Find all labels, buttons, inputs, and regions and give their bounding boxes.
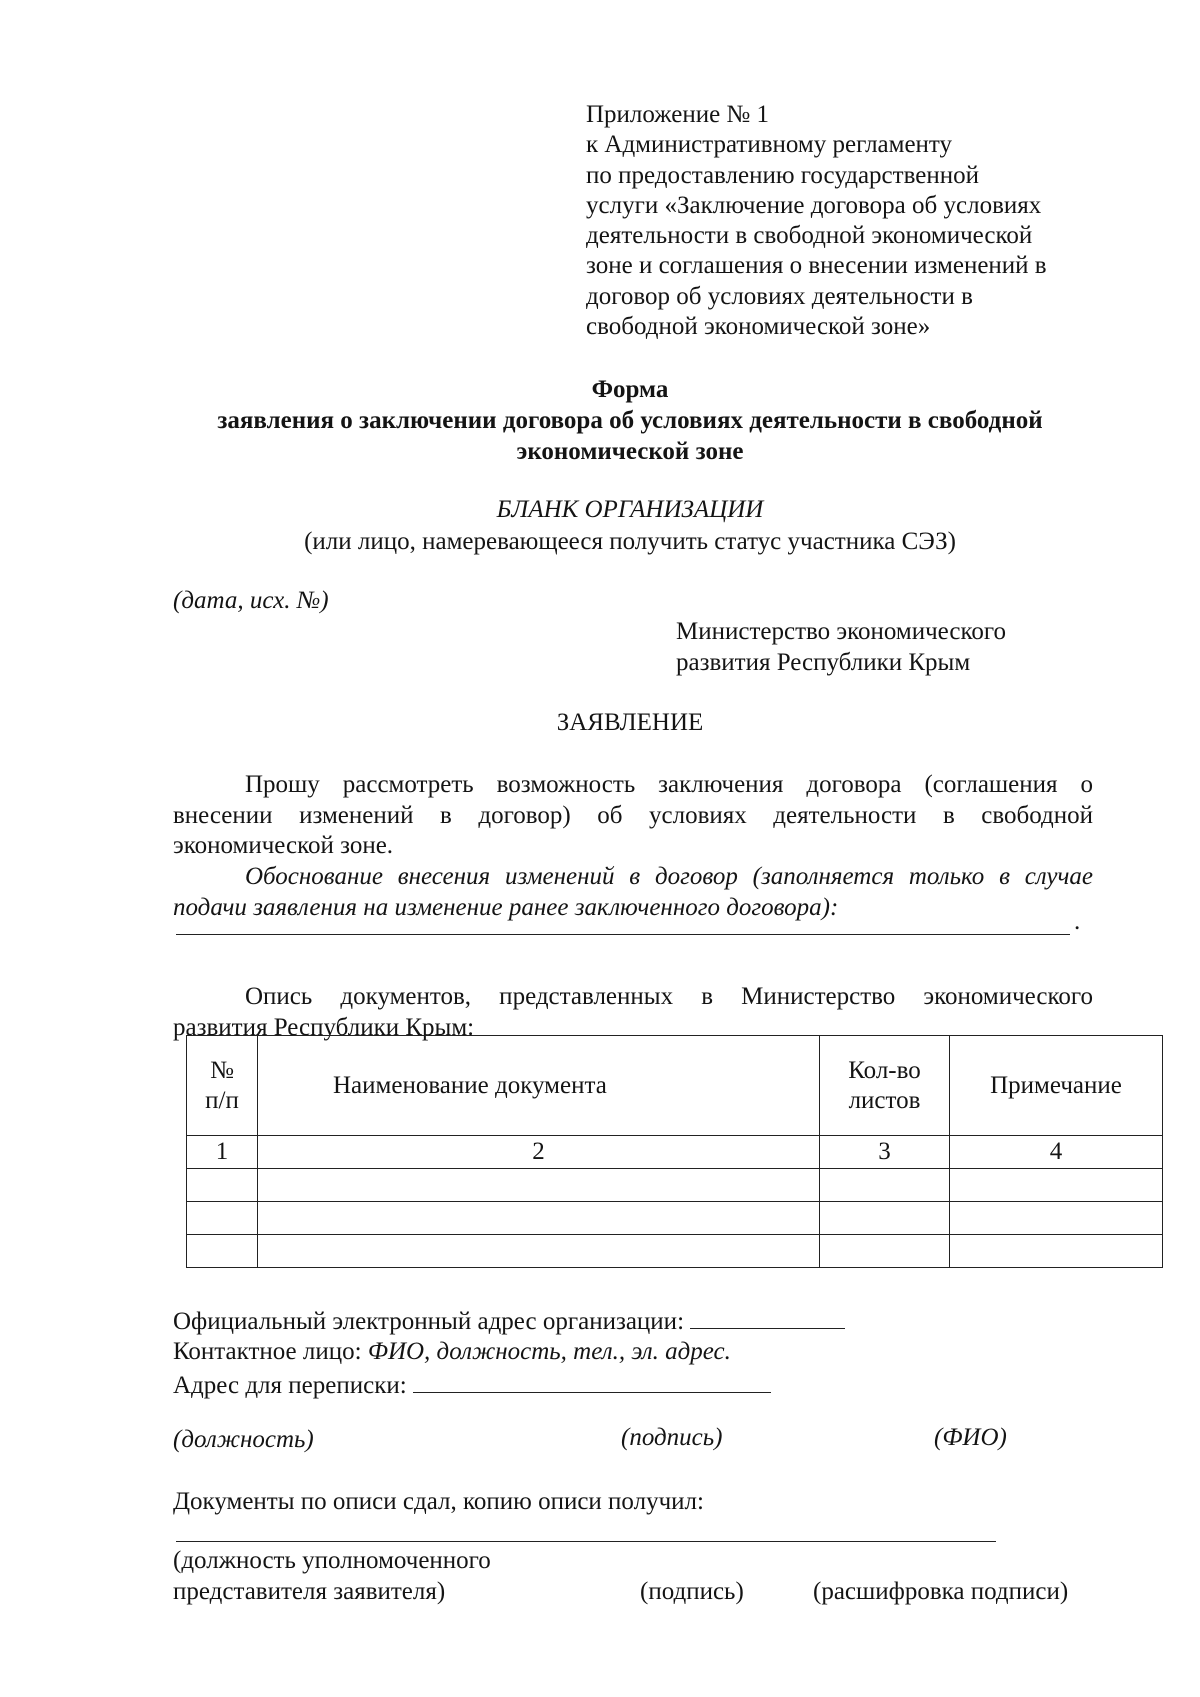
table-number-row [187,1136,1163,1169]
email-row [173,1306,845,1336]
form-title-line1: Форма [591,376,669,403]
table-cell[interactable] [820,1202,950,1235]
table-row [187,1169,1163,1202]
blank-subtitle: (или лицо, намеревающееся получить статус участника СЭЗ) [304,528,956,555]
address-label: Адрес для переписки: [173,1372,407,1399]
number-cell: 2 [258,1136,820,1169]
table-cell[interactable] [950,1202,1163,1235]
inventory-line2: развития Республики Крым: [173,1013,475,1041]
table-cell[interactable] [258,1169,820,1202]
justification-word: изменение [394,893,503,921]
justification-word: заключенного [574,893,720,921]
handover-position-line2: представителя заявителя) [173,1578,446,1605]
table-cell[interactable] [258,1202,820,1235]
number-cell: 1 [187,1136,258,1169]
justification-word: заявления [253,893,358,921]
table-header-row [187,1036,1163,1136]
form-title-line2: заявления о заключении договора об условиях деятельности в свободной [217,407,1043,434]
annex-line: свободной экономической зоне» [586,313,931,341]
inventory-line1-text: Опись документов, представленных в Министерство экономического [245,983,1093,1010]
annex-word: предоставлению [618,161,795,189]
table-cell[interactable] [950,1169,1163,1202]
table-row [187,1235,1163,1268]
inventory-line1 [173,982,1093,1013]
addressee-line2: развития Республики Крым [676,649,971,676]
annex-line [586,161,1078,191]
handover-fill-line[interactable] [176,1540,996,1542]
signature-position: (должность) [173,1426,314,1453]
addressee-line1: Министерство экономического [676,618,1006,645]
table-cell[interactable] [187,1202,258,1235]
handover-position-line1: (должность уполномоченного [173,1547,491,1574]
address-fill-line[interactable] [413,1370,771,1393]
annex-line: услуги «Заключение договора об условиях [586,191,1042,219]
contact-hint: ФИО, должность, тел., эл. адрес. [367,1338,731,1365]
annex-line: зоне и соглашения о внесении изменений в [586,252,1047,280]
justification-word: подачи [173,893,247,921]
blank-title: БЛАНК ОРГАНИЗАЦИИ [496,496,764,523]
annex-word: в [961,282,973,310]
date-ref: (дата, исх. №) [173,587,329,614]
table-cell[interactable] [187,1235,258,1268]
request-paragraph [173,770,1093,862]
signature-name: (ФИО) [934,1424,1007,1451]
request-line [173,770,1093,801]
justification-line1 [173,862,1093,893]
request-line-text: внесении изменений в договор) об условиях деятельности в свободной [173,801,1093,829]
justification-fill-line[interactable] [176,914,1070,935]
annex-word: деятельности [811,282,955,310]
table-cell[interactable] [820,1169,950,1202]
annex-word: государственной [800,161,979,189]
annex-block [586,100,1078,342]
table-cell[interactable] [258,1235,820,1268]
handover-decode: (расшифровка подписи) [813,1578,1069,1605]
header-cell-number: № п/п [187,1036,258,1136]
justification-word: ранее [508,893,569,921]
contact-label: Контактное лицо: [173,1338,362,1365]
annex-line: Приложение № 1 [586,101,770,128]
request-line-text: Прошу рассмотреть возможность заключения договора (соглашения о [245,771,1093,798]
number-cell: 4 [950,1136,1163,1169]
contact-row [173,1338,731,1366]
handover-sign: (подпись) [640,1578,744,1605]
request-line [173,801,1093,832]
table-cell[interactable] [820,1235,950,1268]
table-cell[interactable] [950,1235,1163,1268]
documents-table [186,1035,1163,1268]
justification-word: на [363,893,389,921]
annex-line: к Административному регламенту [586,131,953,159]
annex-line [586,282,1078,312]
number-cell: 3 [820,1136,950,1169]
table-row [187,1202,1163,1235]
annex-word: по [586,161,612,189]
statement-title: ЗАЯВЛЕНИЕ [556,709,704,736]
annex-word: условиях [707,282,806,310]
inventory-paragraph [173,982,1093,1043]
address-row [173,1370,771,1400]
justification-line1-text: Обоснование внесения изменений в договор (заполняется только в случае [245,863,1093,890]
annex-word: договор [586,282,670,310]
annex-word: об [676,282,702,310]
request-line: экономической зоне. [173,832,394,859]
header-cell-name: Наименование документа [258,1036,820,1136]
header-cell-sheets: Кол-во листов [820,1036,950,1136]
header-cell-note: Примечание [950,1036,1163,1136]
form-title-line3: экономической зоне [516,438,744,465]
justification-word: договора): [726,893,839,921]
justification-end-mark: . [1074,908,1081,935]
annex-line: деятельности в свободной экономической [586,222,1033,250]
signature-sign: (подпись) [621,1424,723,1451]
table-cell[interactable] [187,1169,258,1202]
email-label: Официальный электронный адрес организации: [173,1308,685,1335]
email-fill-line[interactable] [690,1306,845,1329]
handover-text: Документы по описи сдал, копию описи получил: [173,1488,704,1515]
